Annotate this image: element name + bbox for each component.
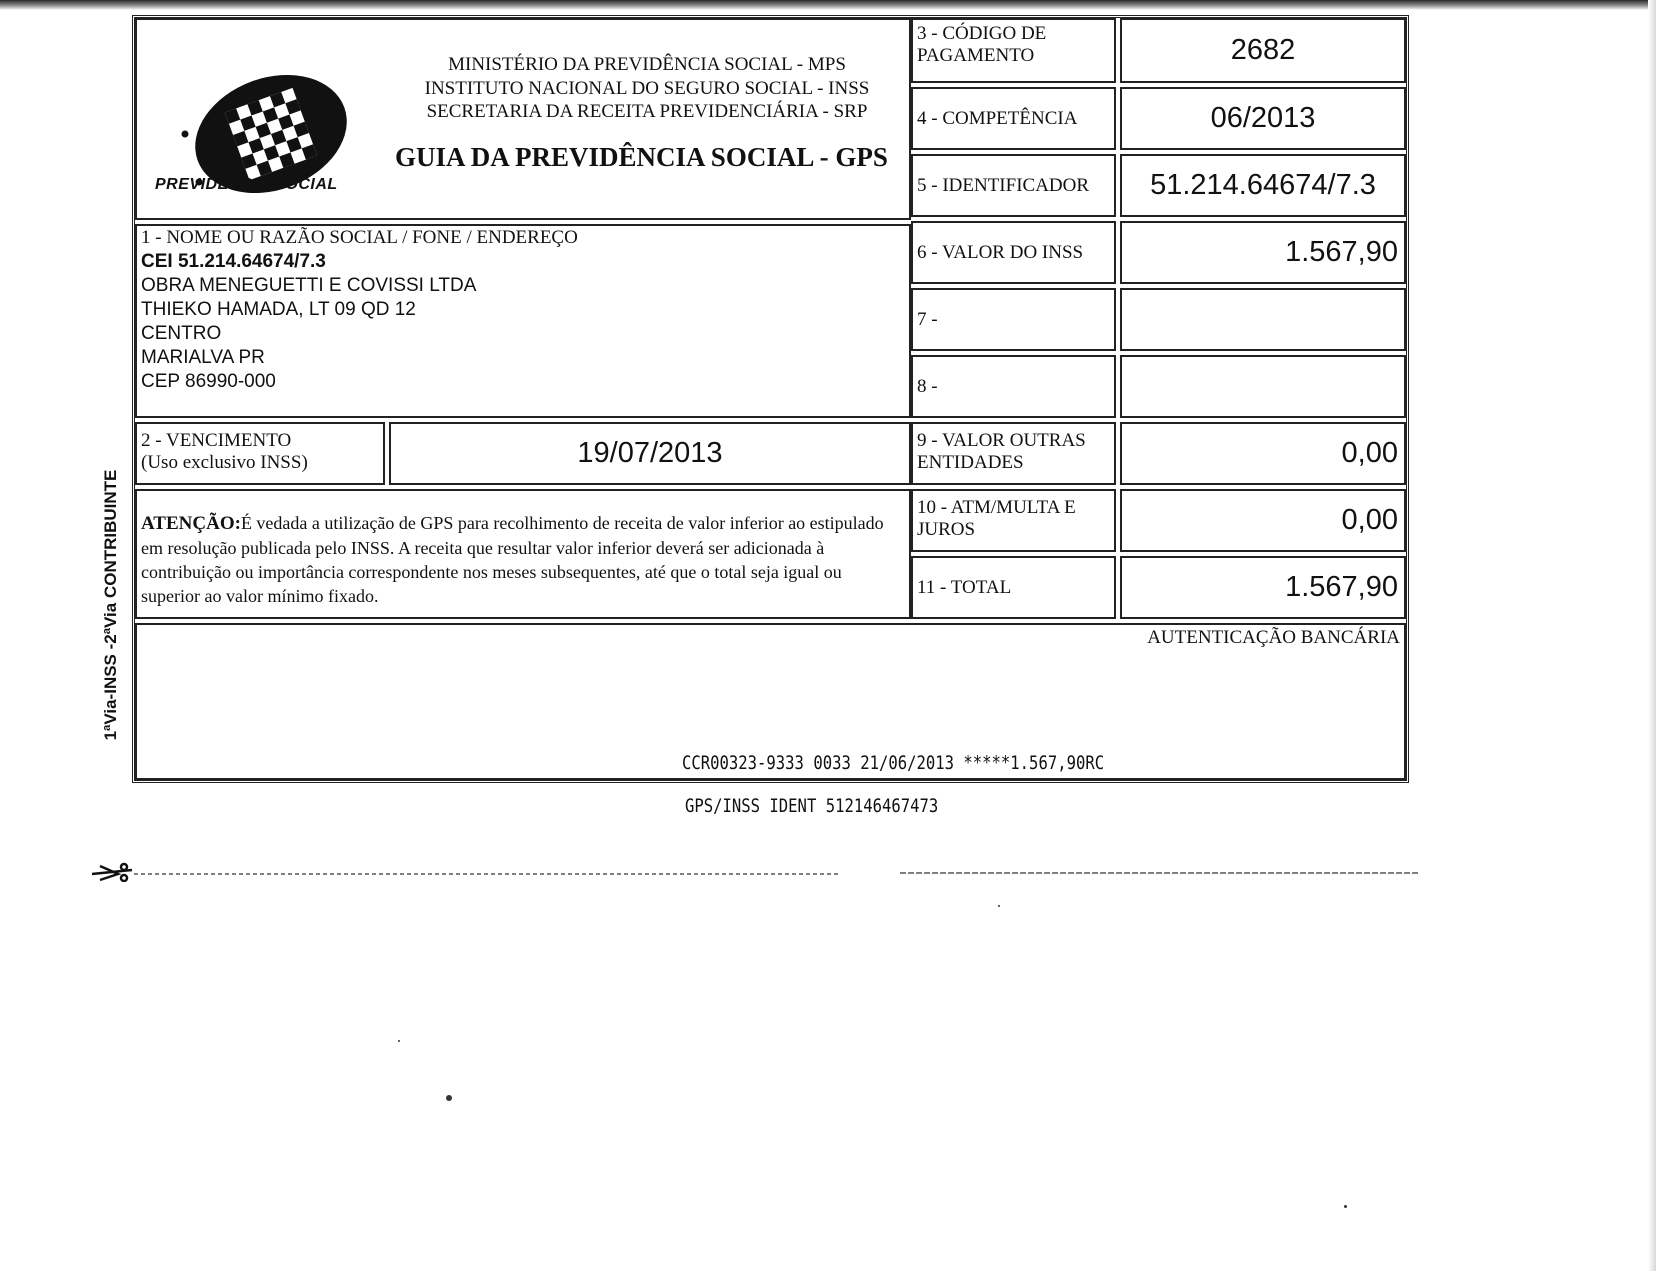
field-7-value-cell [1120,288,1406,351]
scan-speck [1344,1205,1347,1208]
vencimento-value-cell [389,422,911,485]
identificador-value-cell [1120,154,1406,217]
scan-edge-top [0,0,1656,10]
address-line-district: CENTRO [141,323,222,344]
competencia-value: 06/2013 [1210,102,1316,134]
scissors-icon [92,864,132,881]
vencimento-label-line-1: 2 - VENCIMENTO [141,430,292,451]
ministry-line-1: MINISTÉRIO DA PREVIDÊNCIA SOCIAL - MPS [448,54,846,75]
address-line-company: OBRA MENEGUETTI E COVISSI LTDA [141,275,477,296]
logo-text: PREVIDÊNCIA SOCIAL [155,176,338,193]
atm-label-cell [911,489,1116,552]
identificador-value: 51.214.64674/7.3 [1150,169,1376,201]
field-7-label: 7 - [917,309,938,330]
address-line-street: THIEKO HAMADA, LT 09 QD 12 [141,299,416,320]
field-8-value-cell [1120,355,1406,418]
outras-label: 9 - VALOR OUTRAS ENTIDADES [917,430,1086,473]
address-line-city: MARIALVA PR [141,347,265,368]
outras-value: 0,00 [1341,437,1398,469]
competencia-value-cell [1120,87,1406,150]
vencimento-value: 19/07/2013 [577,437,723,469]
atm-label: 10 - ATM/MULTA E JUROS [917,497,1076,540]
copy-side-label [96,435,126,775]
atencao-heading: ATENÇÃO: [141,513,241,534]
atm-value-cell [1120,489,1406,552]
competencia-label: 4 - COMPETÊNCIA [917,108,1078,129]
total-label-cell [911,556,1116,619]
ministry-line-2: INSTITUTO NACIONAL DO SEGURO SOCIAL - INSS [424,78,870,99]
atencao-block [135,489,911,619]
gps-ident-stamp: GPS/INSS IDENT 512146467473 [685,795,939,817]
scan-speck [398,1040,400,1042]
bank-auth-stamp: CCR00323-9333 0033 21/06/2013 *****1.567,90RC [682,752,1105,774]
valor-inss-value-cell [1120,221,1406,284]
copy-side-label-text: 1ªVia-INSS -2ªVia CONTRIBUINTE [101,469,120,741]
codigo-label-cell [911,18,1116,83]
scan-speck [998,905,1000,907]
field-7-label-cell [911,288,1116,351]
field-8-label: 8 - [917,376,938,397]
codigo-value: 2682 [1230,34,1296,66]
nome-block [135,224,911,418]
field-8-label-cell [911,355,1116,418]
identificador-label: 5 - IDENTIFICADOR [917,175,1090,196]
scan-speck [446,1095,452,1101]
valor-inss-label-cell [911,221,1116,284]
atencao-body: É vedada a utilização de GPS para recolhimento de receita de valor inferior ao estipulado em resolução publicada pelo INSS. A receita que resultar valor inferior deverá ser adicionada à contribuição ou importância correspondente nos meses subsequentes, até que o total seja igual ou superior ao valor mínimo fixado. [141,513,884,606]
identificador-label-cell [911,154,1116,217]
autenticacao-block [135,623,1406,780]
nome-label: 1 - NOME OU RAZÃO SOCIAL / FONE / ENDEREÇO [141,227,578,248]
header-block [135,18,911,220]
valor-inss-label: 6 - VALOR DO INSS [917,242,1084,263]
outras-label-cell [911,422,1116,485]
competencia-label-cell [911,87,1116,150]
vencimento-label-line-2: (Uso exclusivo INSS) [141,452,308,473]
codigo-label: 3 - CÓDIGO DE PAGAMENTO [917,23,1047,66]
vencimento-label-cell [135,422,385,485]
nome-content [141,226,578,394]
gps-form [132,15,1409,783]
atm-value: 0,00 [1341,504,1398,536]
total-value: 1.567,90 [1285,571,1398,603]
outras-value-cell [1120,422,1406,485]
ministry-line-3: SECRETARIA DA RECEITA PREVIDENCIÁRIA - SRP [426,101,868,122]
total-label: 11 - TOTAL [917,577,1012,598]
total-value-cell [1120,556,1406,619]
cut-line [90,862,1420,882]
codigo-value-cell [1120,18,1406,83]
address-line-cei: CEI 51.214.64674/7.3 [141,251,326,272]
document-title: GUIA DA PREVIDÊNCIA SOCIAL - GPS [395,142,888,172]
address-line-cep: CEP 86990-000 [141,371,276,392]
scan-edge-right [1648,0,1656,1271]
atencao-text [141,511,905,608]
autenticacao-label: AUTENTICAÇÃO BANCÁRIA [1147,627,1400,648]
valor-inss-value: 1.567,90 [1285,236,1398,268]
